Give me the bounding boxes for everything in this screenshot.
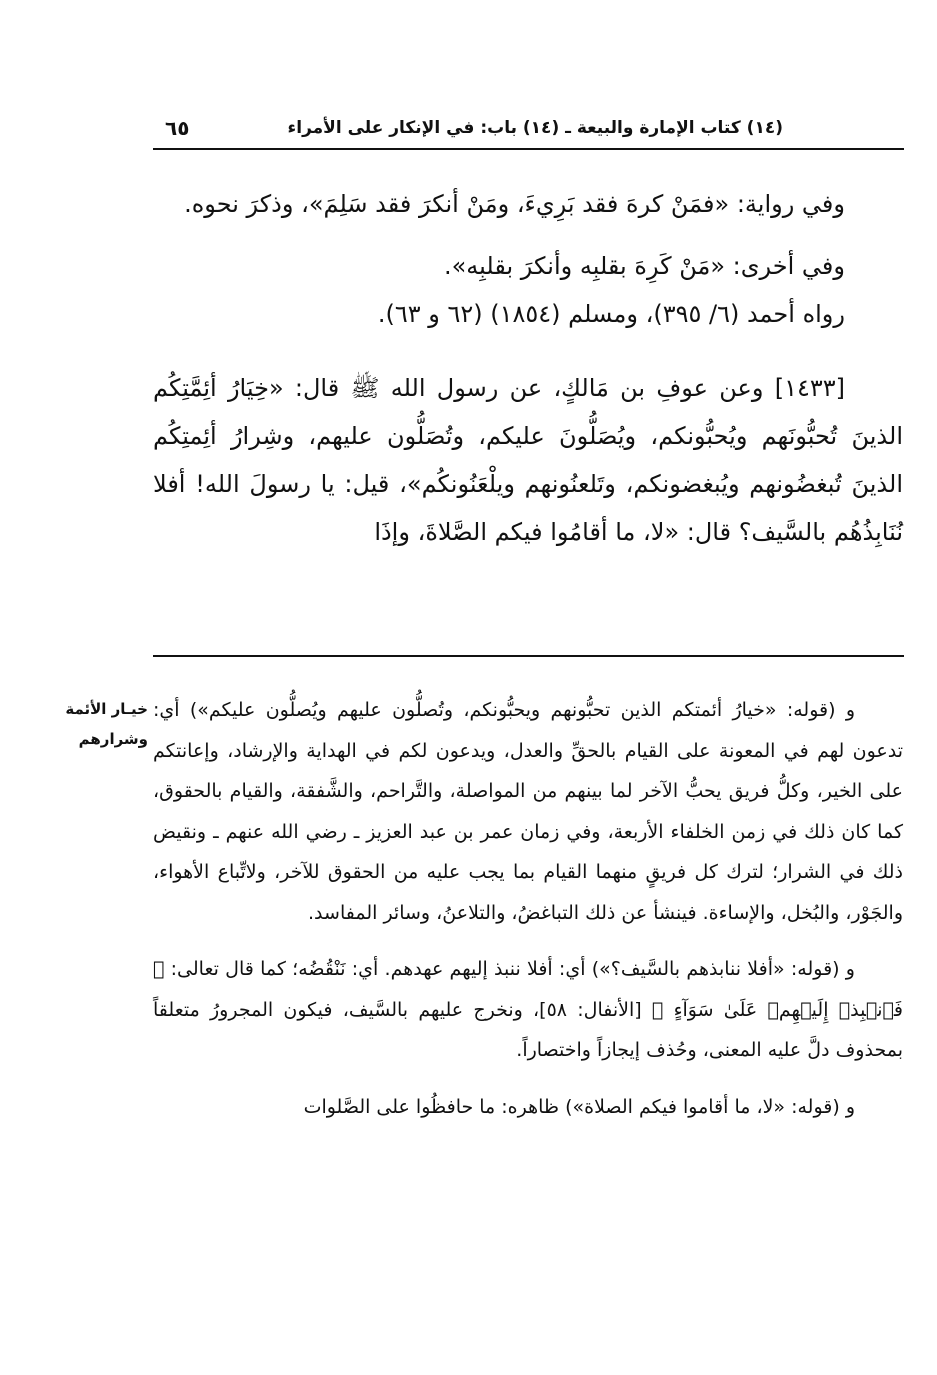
narration-paragraph-2: وفي أخرى: «مَنْ كَرِهَ بقلبِه وأنكرَ بقلبِه». (443, 252, 845, 280)
running-header (153, 110, 903, 150)
source-citation: رواه أحمد (٦/ ٣٩٥)، ومسلم (١٨٥٤) (٦٢ و ٦٣). (377, 300, 845, 328)
page-number: ٦٥ (165, 116, 190, 140)
margin-heading: خيـار الأئمة وشرارهم (65, 700, 148, 748)
main-text (153, 180, 903, 556)
footnote-divider (153, 655, 904, 657)
header-divider (153, 148, 904, 150)
narration-paragraph-1: وفي رواية: «فمَنْ كرهَ فقد بَرِيءَ، ومَنْ أنكرَ فقد سَلِمَ»، وذكرَ نحوه. (184, 190, 845, 218)
commentary (153, 690, 903, 1127)
chapter-title: (١٤) كتاب الإمارة والبيعة ـ (١٤) باب: في الإنكار على الأمراء (287, 118, 783, 138)
commentary-paragraph-3: و (قوله: «لا، ما أقاموا فيكم الصلاة») ظاهره: ما حافظُوا على الصَّلوات (303, 1095, 855, 1118)
commentary-paragraph-1: و (قوله: «خيارُ أئمتكم الذين تحبُّونهم ويحبُّونكم، وتُصلُّون عليهم ويُصلُّون عليكم») أي: تدعون لهم في المعونة على القيام بالحقِّ والعدل، ويدعون لكم في الهداية والإرشاد، وإعانتكم على الخير، وكلُّ فريق يحبُّ الآخر لما بينهم من المواصلة، والتَّراحم، والشَّفقة، والقيام بالحقوق، كما كان ذلك في زمن الخلفاء الأربعة، وفي زمان عمر بن عبد العزيز ـ رضي الله عنهم ـ ونقيض ذلك في الشرار؛ لترك كل فريقٍ منهما القيام بما يجب عليه من الحقوق للآخر، ولاتِّباع الأهواء، والجَوْر، والبُخل، والإساءة. فينشأ عن ذلك التباغضُ، والتلاعنُ، وسائر المفاسد. (153, 699, 903, 924)
hadith-1433: [١٤٣٣] وعن عوفِ بن مَالكٍ، عن رسول الله ﷺ قال: «خِيَارُ أئِمَّتِكُم الذينَ تُحبُّونَهم ويُحبُّونكم، ويُصَلُّونَ عليكم، وتُصَلُّون عليهم، وشِرارُ أئِمتِكُم الذينَ تُبغضُونهم ويُبغضونكم، وتَلعنُونهم ويلْعَنُونكُم»، قيل: يا رسولَ الله! أفلا نُنَابِذُهُم بالسَّيف؟ قال: «لا، ما أقامُوا فيكم الصَّلاةَ، وإذَا (153, 374, 903, 546)
commentary-paragraph-2: و (قوله: «أفلا ننابذهم بالسَّيف؟») أي: أفلا ننبذ إليهم عهدهم. أي: نَنْقُضُه؛ كما قال تعالى: ﴿ فَٱنۢبِذۡ إِلَيۡهِمۡ عَلَىٰ سَوَآءٍ ﴾ [الأنفال: ٥٨]، ونخرج عليهم بالسَّيف، فيكون المجرورُ متعلقاً بمحذوف دلَّ عليه المعنى، وحُذف إيجازاً واختصاراً. (153, 958, 903, 1061)
